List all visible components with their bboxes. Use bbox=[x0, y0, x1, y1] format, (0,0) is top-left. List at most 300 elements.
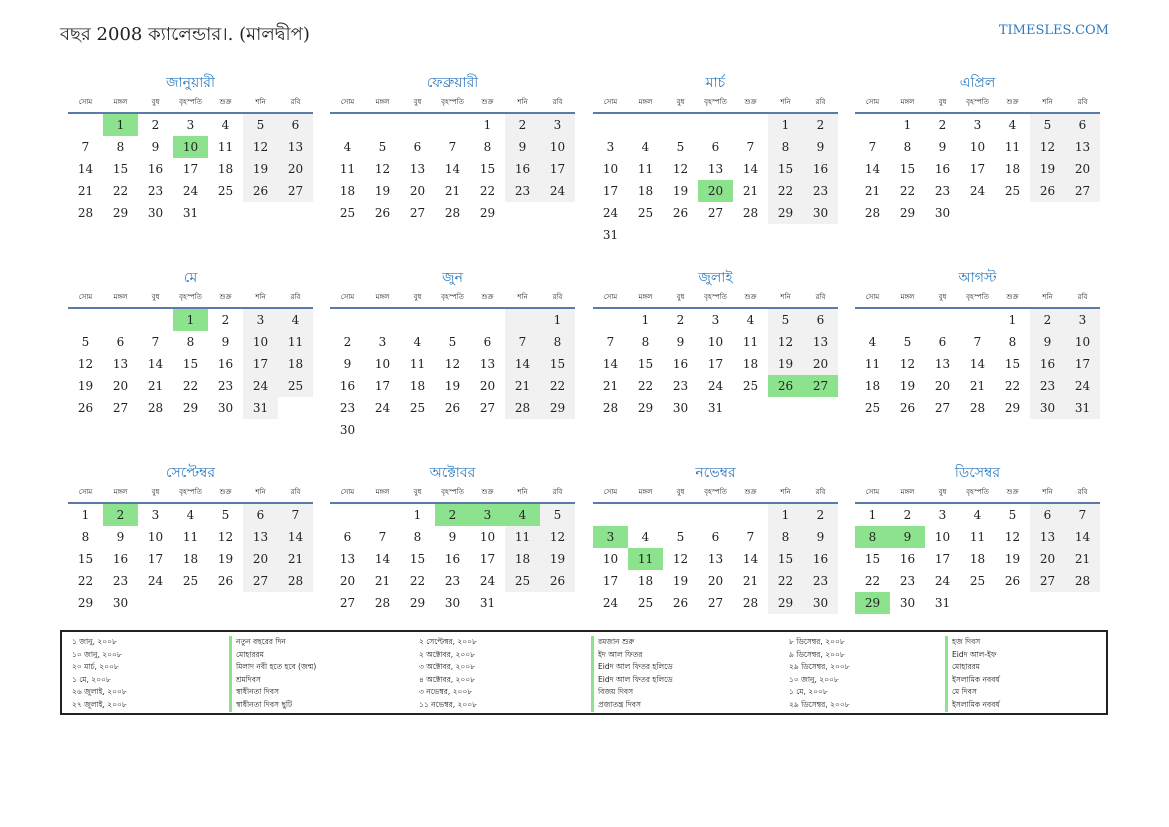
day-cell[interactable]: 11 bbox=[409, 357, 426, 371]
day-cell[interactable]: 22 bbox=[1004, 379, 1021, 393]
day-cell[interactable]: 2 bbox=[151, 118, 160, 132]
day-cell[interactable]: 25 bbox=[505, 570, 540, 592]
day-cell[interactable]: 3 bbox=[540, 114, 575, 136]
day-cell[interactable]: 25 bbox=[278, 375, 313, 397]
day-cell[interactable]: 2 bbox=[803, 504, 838, 526]
day-cell[interactable]: 21 bbox=[374, 574, 391, 588]
holiday-day-cell[interactable]: 1 bbox=[103, 114, 138, 136]
day-cell[interactable]: 9 bbox=[151, 140, 160, 154]
day-cell[interactable]: 7 bbox=[746, 530, 755, 544]
day-cell[interactable]: 7 bbox=[973, 335, 982, 349]
holiday-day-cell[interactable]: 1 bbox=[173, 309, 208, 331]
day-cell[interactable]: 20 bbox=[803, 353, 838, 375]
site-link[interactable]: TIMESLES.COM bbox=[998, 23, 1109, 38]
day-cell[interactable]: 24 bbox=[969, 184, 986, 198]
day-cell[interactable]: 29 bbox=[409, 596, 426, 610]
day-cell[interactable]: 6 bbox=[278, 114, 313, 136]
day-cell[interactable]: 9 bbox=[343, 357, 352, 371]
day-cell[interactable]: 13 bbox=[479, 357, 496, 371]
day-cell[interactable]: 5 bbox=[243, 114, 278, 136]
day-cell[interactable]: 18 bbox=[1004, 162, 1021, 176]
day-cell[interactable]: 30 bbox=[803, 202, 838, 224]
holiday-day-cell[interactable]: 26 bbox=[768, 375, 803, 397]
day-cell[interactable]: 19 bbox=[540, 548, 575, 570]
day-cell[interactable]: 8 bbox=[540, 331, 575, 353]
day-cell[interactable]: 23 bbox=[672, 379, 689, 393]
day-cell[interactable]: 26 bbox=[217, 574, 234, 588]
day-cell[interactable]: 7 bbox=[746, 140, 755, 154]
day-cell[interactable]: 23 bbox=[803, 180, 838, 202]
day-cell[interactable]: 15 bbox=[864, 552, 881, 566]
day-cell[interactable]: 16 bbox=[444, 552, 461, 566]
day-cell[interactable]: 25 bbox=[637, 596, 654, 610]
day-cell[interactable]: 17 bbox=[602, 574, 619, 588]
day-cell[interactable]: 20 bbox=[278, 158, 313, 180]
day-cell[interactable]: 10 bbox=[374, 357, 391, 371]
day-cell[interactable]: 24 bbox=[147, 574, 164, 588]
day-cell[interactable]: 5 bbox=[903, 335, 912, 349]
day-cell[interactable]: 1 bbox=[1008, 313, 1017, 327]
day-cell[interactable]: 16 bbox=[1030, 353, 1065, 375]
day-cell[interactable]: 9 bbox=[938, 140, 947, 154]
day-cell[interactable]: 1 bbox=[641, 313, 650, 327]
day-cell[interactable]: 12 bbox=[243, 136, 278, 158]
day-cell[interactable]: 1 bbox=[768, 114, 803, 136]
holiday-day-cell[interactable]: 11 bbox=[628, 548, 663, 570]
day-cell[interactable]: 19 bbox=[217, 552, 234, 566]
day-cell[interactable]: 9 bbox=[803, 136, 838, 158]
day-cell[interactable]: 20 bbox=[243, 548, 278, 570]
day-cell[interactable]: 4 bbox=[1008, 118, 1017, 132]
day-cell[interactable]: 5 bbox=[378, 140, 387, 154]
day-cell[interactable]: 15 bbox=[637, 357, 654, 371]
day-cell[interactable]: 8 bbox=[768, 136, 803, 158]
day-cell[interactable]: 27 bbox=[934, 401, 951, 415]
day-cell[interactable]: 23 bbox=[899, 574, 916, 588]
day-cell[interactable]: 19 bbox=[1004, 552, 1021, 566]
day-cell[interactable]: 22 bbox=[112, 184, 129, 198]
day-cell[interactable]: 28 bbox=[444, 206, 461, 220]
day-cell[interactable]: 7 bbox=[606, 335, 615, 349]
day-cell[interactable]: 10 bbox=[1065, 331, 1100, 353]
day-cell[interactable]: 27 bbox=[1030, 570, 1065, 592]
day-cell[interactable]: 16 bbox=[112, 552, 129, 566]
day-cell[interactable]: 1 bbox=[81, 508, 90, 522]
day-cell[interactable]: 6 bbox=[803, 309, 838, 331]
day-cell[interactable]: 17 bbox=[182, 162, 199, 176]
day-cell[interactable]: 28 bbox=[742, 596, 759, 610]
day-cell[interactable]: 21 bbox=[505, 375, 540, 397]
day-cell[interactable]: 16 bbox=[147, 162, 164, 176]
day-cell[interactable]: 4 bbox=[186, 508, 195, 522]
day-cell[interactable]: 21 bbox=[742, 184, 759, 198]
day-cell[interactable]: 14 bbox=[1065, 526, 1100, 548]
day-cell[interactable]: 29 bbox=[182, 401, 199, 415]
day-cell[interactable]: 14 bbox=[147, 357, 164, 371]
day-cell[interactable]: 18 bbox=[339, 184, 356, 198]
day-cell[interactable]: 8 bbox=[1008, 335, 1017, 349]
day-cell[interactable]: 9 bbox=[448, 530, 457, 544]
day-cell[interactable]: 1 bbox=[903, 118, 912, 132]
day-cell[interactable]: 22 bbox=[77, 574, 94, 588]
day-cell[interactable]: 23 bbox=[1030, 375, 1065, 397]
day-cell[interactable]: 21 bbox=[864, 184, 881, 198]
day-cell[interactable]: 27 bbox=[243, 570, 278, 592]
day-cell[interactable]: 30 bbox=[1030, 397, 1065, 419]
day-cell[interactable]: 8 bbox=[483, 140, 492, 154]
day-cell[interactable]: 17 bbox=[540, 158, 575, 180]
day-cell[interactable]: 1 bbox=[413, 508, 422, 522]
day-cell[interactable]: 11 bbox=[742, 335, 759, 349]
day-cell[interactable]: 23 bbox=[112, 574, 129, 588]
day-cell[interactable]: 5 bbox=[768, 309, 803, 331]
day-cell[interactable]: 8 bbox=[768, 526, 803, 548]
day-cell[interactable]: 10 bbox=[243, 331, 278, 353]
day-cell[interactable]: 26 bbox=[243, 180, 278, 202]
day-cell[interactable]: 22 bbox=[479, 184, 496, 198]
day-cell[interactable]: 1 bbox=[768, 504, 803, 526]
day-cell[interactable]: 27 bbox=[707, 596, 724, 610]
day-cell[interactable]: 1 bbox=[540, 309, 575, 331]
day-cell[interactable]: 29 bbox=[77, 596, 94, 610]
day-cell[interactable]: 31 bbox=[707, 401, 724, 415]
day-cell[interactable]: 3 bbox=[973, 118, 982, 132]
day-cell[interactable]: 1 bbox=[868, 508, 877, 522]
day-cell[interactable]: 20 bbox=[934, 379, 951, 393]
day-cell[interactable]: 12 bbox=[444, 357, 461, 371]
day-cell[interactable]: 6 bbox=[1065, 114, 1100, 136]
day-cell[interactable]: 24 bbox=[1065, 375, 1100, 397]
day-cell[interactable]: 28 bbox=[1065, 570, 1100, 592]
day-cell[interactable]: 28 bbox=[969, 401, 986, 415]
day-cell[interactable]: 6 bbox=[711, 530, 720, 544]
day-cell[interactable]: 3 bbox=[606, 140, 615, 154]
day-cell[interactable]: 25 bbox=[637, 206, 654, 220]
day-cell[interactable]: 22 bbox=[768, 180, 803, 202]
day-cell[interactable]: 29 bbox=[112, 206, 129, 220]
day-cell[interactable]: 8 bbox=[641, 335, 650, 349]
day-cell[interactable]: 15 bbox=[479, 162, 496, 176]
day-cell[interactable]: 30 bbox=[339, 423, 356, 437]
day-cell[interactable]: 30 bbox=[112, 596, 129, 610]
day-cell[interactable]: 29 bbox=[637, 401, 654, 415]
day-cell[interactable]: 5 bbox=[221, 508, 230, 522]
day-cell[interactable]: 24 bbox=[540, 180, 575, 202]
day-cell[interactable]: 25 bbox=[969, 574, 986, 588]
day-cell[interactable]: 10 bbox=[934, 530, 951, 544]
day-cell[interactable]: 18 bbox=[969, 552, 986, 566]
day-cell[interactable]: 9 bbox=[803, 526, 838, 548]
day-cell[interactable]: 19 bbox=[899, 379, 916, 393]
day-cell[interactable]: 11 bbox=[339, 162, 356, 176]
day-cell[interactable]: 6 bbox=[483, 335, 492, 349]
day-cell[interactable]: 19 bbox=[768, 353, 803, 375]
day-cell[interactable]: 25 bbox=[1004, 184, 1021, 198]
day-cell[interactable]: 26 bbox=[540, 570, 575, 592]
day-cell[interactable]: 28 bbox=[602, 401, 619, 415]
day-cell[interactable]: 25 bbox=[409, 401, 426, 415]
day-cell[interactable]: 27 bbox=[707, 206, 724, 220]
day-cell[interactable]: 27 bbox=[112, 401, 129, 415]
day-cell[interactable]: 14 bbox=[77, 162, 94, 176]
day-cell[interactable]: 28 bbox=[742, 206, 759, 220]
day-cell[interactable]: 20 bbox=[1030, 548, 1065, 570]
day-cell[interactable]: 7 bbox=[378, 530, 387, 544]
day-cell[interactable]: 2 bbox=[903, 508, 912, 522]
day-cell[interactable]: 19 bbox=[672, 574, 689, 588]
holiday-day-cell[interactable]: 29 bbox=[855, 592, 890, 614]
day-cell[interactable]: 22 bbox=[540, 375, 575, 397]
day-cell[interactable]: 14 bbox=[742, 552, 759, 566]
day-cell[interactable]: 11 bbox=[182, 530, 199, 544]
day-cell[interactable]: 15 bbox=[182, 357, 199, 371]
day-cell[interactable]: 28 bbox=[864, 206, 881, 220]
day-cell[interactable]: 18 bbox=[409, 379, 426, 393]
day-cell[interactable]: 6 bbox=[116, 335, 125, 349]
day-cell[interactable]: 18 bbox=[182, 552, 199, 566]
day-cell[interactable]: 30 bbox=[899, 596, 916, 610]
day-cell[interactable]: 13 bbox=[243, 526, 278, 548]
day-cell[interactable]: 6 bbox=[711, 140, 720, 154]
day-cell[interactable]: 14 bbox=[742, 162, 759, 176]
day-cell[interactable]: 12 bbox=[672, 552, 689, 566]
day-cell[interactable]: 16 bbox=[672, 357, 689, 371]
day-cell[interactable]: 4 bbox=[641, 530, 650, 544]
day-cell[interactable]: 23 bbox=[339, 401, 356, 415]
day-cell[interactable]: 12 bbox=[1004, 530, 1021, 544]
day-cell[interactable]: 12 bbox=[77, 357, 94, 371]
day-cell[interactable]: 27 bbox=[339, 596, 356, 610]
day-cell[interactable]: 31 bbox=[182, 206, 199, 220]
day-cell[interactable]: 11 bbox=[637, 162, 654, 176]
day-cell[interactable]: 3 bbox=[1065, 309, 1100, 331]
day-cell[interactable]: 5 bbox=[81, 335, 90, 349]
day-cell[interactable]: 2 bbox=[343, 335, 352, 349]
day-cell[interactable]: 22 bbox=[768, 570, 803, 592]
holiday-day-cell[interactable]: 3 bbox=[593, 526, 628, 548]
day-cell[interactable]: 27 bbox=[409, 206, 426, 220]
day-cell[interactable]: 20 bbox=[339, 574, 356, 588]
day-cell[interactable]: 4 bbox=[746, 313, 755, 327]
day-cell[interactable]: 5 bbox=[1030, 114, 1065, 136]
day-cell[interactable]: 21 bbox=[278, 548, 313, 570]
day-cell[interactable]: 11 bbox=[217, 140, 234, 154]
holiday-day-cell[interactable]: 2 bbox=[435, 504, 470, 526]
day-cell[interactable]: 4 bbox=[221, 118, 230, 132]
day-cell[interactable]: 21 bbox=[602, 379, 619, 393]
day-cell[interactable]: 14 bbox=[505, 353, 540, 375]
day-cell[interactable]: 28 bbox=[278, 570, 313, 592]
day-cell[interactable]: 21 bbox=[1065, 548, 1100, 570]
holiday-day-cell[interactable]: 3 bbox=[470, 504, 505, 526]
day-cell[interactable]: 24 bbox=[182, 184, 199, 198]
day-cell[interactable]: 30 bbox=[217, 401, 234, 415]
day-cell[interactable]: 4 bbox=[868, 335, 877, 349]
day-cell[interactable]: 31 bbox=[243, 397, 278, 419]
day-cell[interactable]: 25 bbox=[339, 206, 356, 220]
day-cell[interactable]: 17 bbox=[934, 552, 951, 566]
day-cell[interactable]: 16 bbox=[803, 548, 838, 570]
day-cell[interactable]: 2 bbox=[676, 313, 685, 327]
day-cell[interactable]: 10 bbox=[540, 136, 575, 158]
day-cell[interactable]: 29 bbox=[540, 397, 575, 419]
day-cell[interactable]: 18 bbox=[637, 184, 654, 198]
day-cell[interactable]: 10 bbox=[969, 140, 986, 154]
day-cell[interactable]: 15 bbox=[540, 353, 575, 375]
day-cell[interactable]: 15 bbox=[899, 162, 916, 176]
day-cell[interactable]: 24 bbox=[479, 574, 496, 588]
day-cell[interactable]: 7 bbox=[505, 331, 540, 353]
day-cell[interactable]: 25 bbox=[742, 379, 759, 393]
day-cell[interactable]: 22 bbox=[899, 184, 916, 198]
day-cell[interactable]: 15 bbox=[1004, 357, 1021, 371]
day-cell[interactable]: 12 bbox=[768, 331, 803, 353]
day-cell[interactable]: 24 bbox=[243, 375, 278, 397]
day-cell[interactable]: 18 bbox=[637, 574, 654, 588]
day-cell[interactable]: 12 bbox=[374, 162, 391, 176]
day-cell[interactable]: 7 bbox=[868, 140, 877, 154]
day-cell[interactable]: 26 bbox=[77, 401, 94, 415]
day-cell[interactable]: 5 bbox=[676, 140, 685, 154]
day-cell[interactable]: 18 bbox=[742, 357, 759, 371]
day-cell[interactable]: 11 bbox=[969, 530, 986, 544]
day-cell[interactable]: 31 bbox=[934, 596, 951, 610]
day-cell[interactable]: 6 bbox=[413, 140, 422, 154]
day-cell[interactable]: 28 bbox=[374, 596, 391, 610]
day-cell[interactable]: 11 bbox=[1004, 140, 1021, 154]
day-cell[interactable]: 11 bbox=[864, 357, 881, 371]
day-cell[interactable]: 19 bbox=[77, 379, 94, 393]
day-cell[interactable]: 2 bbox=[938, 118, 947, 132]
day-cell[interactable]: 2 bbox=[505, 114, 540, 136]
day-cell[interactable]: 14 bbox=[444, 162, 461, 176]
day-cell[interactable]: 26 bbox=[374, 206, 391, 220]
day-cell[interactable]: 23 bbox=[147, 184, 164, 198]
day-cell[interactable]: 25 bbox=[217, 184, 234, 198]
day-cell[interactable]: 6 bbox=[1030, 504, 1065, 526]
day-cell[interactable]: 5 bbox=[540, 504, 575, 526]
day-cell[interactable]: 7 bbox=[151, 335, 160, 349]
day-cell[interactable]: 17 bbox=[969, 162, 986, 176]
day-cell[interactable]: 14 bbox=[969, 357, 986, 371]
day-cell[interactable]: 4 bbox=[343, 140, 352, 154]
day-cell[interactable]: 7 bbox=[448, 140, 457, 154]
day-cell[interactable]: 26 bbox=[899, 401, 916, 415]
day-cell[interactable]: 19 bbox=[374, 184, 391, 198]
day-cell[interactable]: 30 bbox=[147, 206, 164, 220]
day-cell[interactable]: 12 bbox=[217, 530, 234, 544]
day-cell[interactable]: 23 bbox=[934, 184, 951, 198]
day-cell[interactable]: 28 bbox=[505, 397, 540, 419]
day-cell[interactable]: 17 bbox=[602, 184, 619, 198]
day-cell[interactable]: 15 bbox=[112, 162, 129, 176]
day-cell[interactable]: 10 bbox=[707, 335, 724, 349]
day-cell[interactable]: 26 bbox=[444, 401, 461, 415]
day-cell[interactable]: 18 bbox=[278, 353, 313, 375]
day-cell[interactable]: 21 bbox=[77, 184, 94, 198]
day-cell[interactable]: 11 bbox=[505, 526, 540, 548]
day-cell[interactable]: 16 bbox=[339, 379, 356, 393]
day-cell[interactable]: 13 bbox=[803, 331, 838, 353]
day-cell[interactable]: 20 bbox=[409, 184, 426, 198]
day-cell[interactable]: 31 bbox=[602, 228, 619, 242]
day-cell[interactable]: 17 bbox=[243, 353, 278, 375]
day-cell[interactable]: 16 bbox=[934, 162, 951, 176]
day-cell[interactable]: 13 bbox=[934, 357, 951, 371]
day-cell[interactable]: 13 bbox=[339, 552, 356, 566]
day-cell[interactable]: 7 bbox=[278, 504, 313, 526]
day-cell[interactable]: 2 bbox=[221, 313, 230, 327]
day-cell[interactable]: 13 bbox=[409, 162, 426, 176]
day-cell[interactable]: 20 bbox=[479, 379, 496, 393]
day-cell[interactable]: 28 bbox=[77, 206, 94, 220]
day-cell[interactable]: 13 bbox=[1030, 526, 1065, 548]
day-cell[interactable]: 15 bbox=[768, 548, 803, 570]
holiday-day-cell[interactable]: 4 bbox=[505, 504, 540, 526]
day-cell[interactable]: 6 bbox=[243, 504, 278, 526]
day-cell[interactable]: 25 bbox=[182, 574, 199, 588]
day-cell[interactable]: 24 bbox=[934, 574, 951, 588]
day-cell[interactable]: 13 bbox=[707, 162, 724, 176]
day-cell[interactable]: 29 bbox=[1004, 401, 1021, 415]
day-cell[interactable]: 12 bbox=[540, 526, 575, 548]
day-cell[interactable]: 29 bbox=[768, 592, 803, 614]
day-cell[interactable]: 2 bbox=[803, 114, 838, 136]
day-cell[interactable]: 19 bbox=[1030, 158, 1065, 180]
day-cell[interactable]: 4 bbox=[278, 309, 313, 331]
day-cell[interactable]: 5 bbox=[448, 335, 457, 349]
day-cell[interactable]: 8 bbox=[116, 140, 125, 154]
day-cell[interactable]: 28 bbox=[147, 401, 164, 415]
day-cell[interactable]: 9 bbox=[1030, 331, 1065, 353]
day-cell[interactable]: 12 bbox=[672, 162, 689, 176]
day-cell[interactable]: 13 bbox=[112, 357, 129, 371]
day-cell[interactable]: 23 bbox=[217, 379, 234, 393]
day-cell[interactable]: 18 bbox=[505, 548, 540, 570]
day-cell[interactable]: 8 bbox=[413, 530, 422, 544]
day-cell[interactable]: 19 bbox=[444, 379, 461, 393]
day-cell[interactable]: 31 bbox=[1065, 397, 1100, 419]
day-cell[interactable]: 17 bbox=[707, 357, 724, 371]
day-cell[interactable]: 3 bbox=[938, 508, 947, 522]
day-cell[interactable]: 2 bbox=[1030, 309, 1065, 331]
day-cell[interactable]: 26 bbox=[1004, 574, 1021, 588]
day-cell[interactable]: 22 bbox=[637, 379, 654, 393]
day-cell[interactable]: 3 bbox=[151, 508, 160, 522]
day-cell[interactable]: 27 bbox=[479, 401, 496, 415]
day-cell[interactable]: 24 bbox=[707, 379, 724, 393]
day-cell[interactable]: 15 bbox=[768, 158, 803, 180]
day-cell[interactable]: 17 bbox=[147, 552, 164, 566]
day-cell[interactable]: 8 bbox=[81, 530, 90, 544]
day-cell[interactable]: 13 bbox=[1065, 136, 1100, 158]
holiday-day-cell[interactable]: 27 bbox=[803, 375, 838, 397]
day-cell[interactable]: 24 bbox=[602, 206, 619, 220]
day-cell[interactable]: 11 bbox=[278, 331, 313, 353]
day-cell[interactable]: 6 bbox=[343, 530, 352, 544]
day-cell[interactable]: 16 bbox=[505, 158, 540, 180]
day-cell[interactable]: 16 bbox=[217, 357, 234, 371]
day-cell[interactable]: 24 bbox=[374, 401, 391, 415]
day-cell[interactable]: 21 bbox=[147, 379, 164, 393]
day-cell[interactable]: 8 bbox=[186, 335, 195, 349]
day-cell[interactable]: 29 bbox=[768, 202, 803, 224]
day-cell[interactable]: 22 bbox=[864, 574, 881, 588]
day-cell[interactable]: 18 bbox=[864, 379, 881, 393]
day-cell[interactable]: 3 bbox=[711, 313, 720, 327]
day-cell[interactable]: 16 bbox=[899, 552, 916, 566]
day-cell[interactable]: 7 bbox=[1065, 504, 1100, 526]
